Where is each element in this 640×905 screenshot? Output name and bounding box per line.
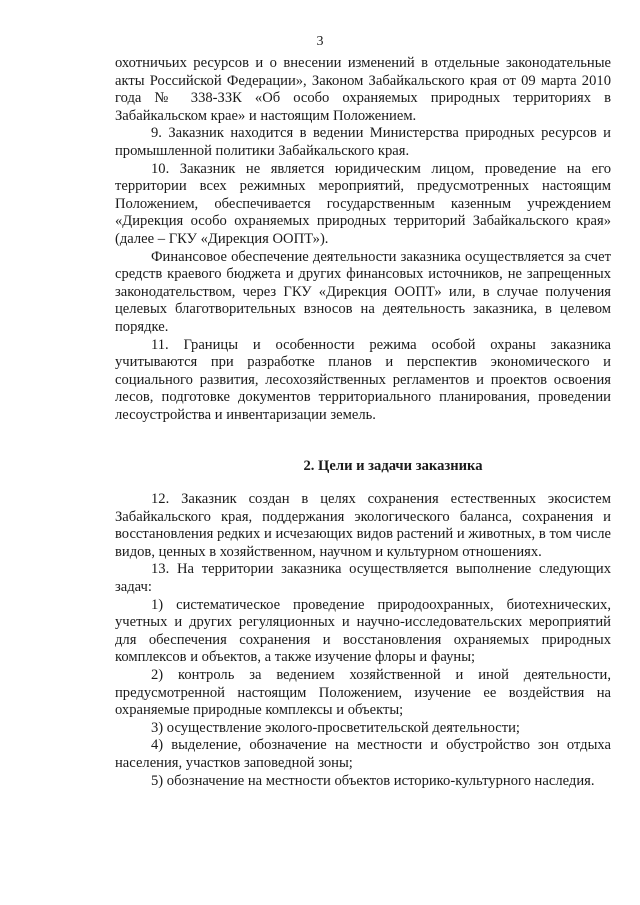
list-item-task-2: 2) контроль за ведением хозяйственной и иной деятельности, предусмотренной настоящим Положением, изучение ее воздействия на охраняемые природные комплексы и объекты; [115, 667, 611, 719]
paragraph-item-9: 9. Заказник находится в ведении Министерства природных ресурсов и промышленной политики Забайкальского края. [115, 125, 611, 159]
list-item-task-3: 3) осуществление эколого-просветительской деятельности; [151, 719, 520, 736]
list-item-task-4: 4) выделение, обозначение на местности и обустройство зон отдыха населения, участков заповедной зоны; [115, 737, 611, 771]
paragraph-financing: Финансовое обеспечение деятельности заказника осуществляется за счет средств краевого бюджета и других финансовых источников, не запрещенных законодательством, через ГКУ «Дирекция ООПТ» или, в случае получения целевых благотворительных взносов на деятельность заказника, в целевом порядке. [115, 248, 611, 335]
section-heading: 2. Цели и задачи заказника [303, 458, 483, 475]
paragraph-continuation: охотничьих ресурсов и о внесении изменений в отдельные законодательные акты Российской Федерации», Законом Забайкальского края от 09 марта 2010 года № 338-ЗЗК «Об особо охраняемых природных территориях в Забайкальском крае» и настоящим Положением. [115, 55, 611, 124]
list-item-task-1: 1) систематическое проведение природоохранных, биотехнических, учетных и других регуляционных и научно-исследовательских мероприятий для обеспечения сохранения и восстановления охраняемых природных комплексов и объектов, а также изучение флоры и фауны; [115, 596, 611, 666]
page-number: 3 [316, 34, 324, 49]
list-item-task-5: 5) обозначение на местности объектов историко-культурного наследия. [151, 772, 595, 789]
paragraph-item-13: 13. На территории заказника осуществляется выполнение следующих задач: [115, 561, 611, 596]
paragraph-item-12: 12. Заказник создан в целях сохранения естественных экосистем Забайкальского края, поддержания экологического баланса, сохранения и восстановления редких и исчезающих видов растений и животных, в том числе видов, ценных в хозяйственном, научном и культурном отношениях. [115, 491, 611, 560]
document-body [115, 55, 611, 790]
paragraph-item-11: 11. Границы и особенности режима особой охраны заказника учитываются при разработке планов и перспектив экономического и социального развития, лесохозяйственных регламентов и проектов освоения лесов, подготовке документов территориального планирования, проведении лесоустройства и инвентаризации земель. [115, 336, 611, 423]
paragraph-item-10: 10. Заказник не является юридическим лицом, проведение на его территории всех режимных мероприятий, предусмотренных настоящим Положением, обеспечивается государственным казенным учреждением «Дирекция особо охраняемых природных территорий Забайкальского края» (далее – ГКУ «Дирекция ООПТ»). [115, 160, 611, 247]
